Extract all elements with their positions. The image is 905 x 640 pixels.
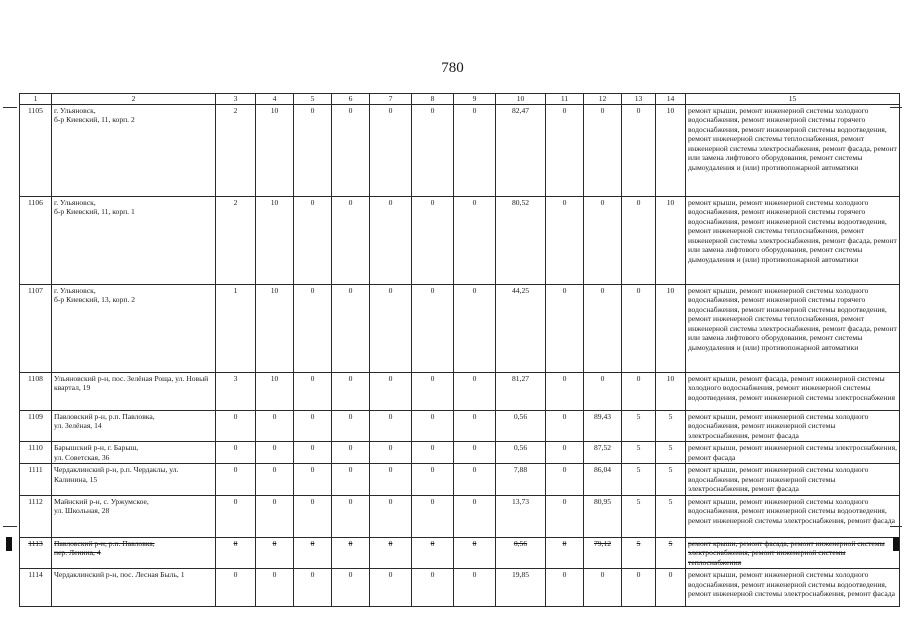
value-cell: 0 <box>370 104 412 196</box>
value-cell: 0,56 <box>496 442 546 464</box>
value-cell: 0 <box>370 569 412 607</box>
value-cell: 0 <box>256 495 294 537</box>
works-cell: ремонт крыши, ремонт инженерной системы холодного водоснабжения, ремонт инженерной системы горячего водоснабжения, ремонт инженерной системы водоотведения, ремонт инженерной системы теплоснабжения, ремонт инженерной системы электроснабжения, ремонт фасада, ремонт или замена лифтового оборудования, ремонт системы дымоудаления и (или) противопожарной автоматики <box>686 196 900 284</box>
value-cell: 19,85 <box>496 569 546 607</box>
header-cell: 10 <box>496 94 546 105</box>
scan-tick-right <box>890 107 902 108</box>
address-cell: г. Ульяновск, б-р Киевский, 11, корп. 1 <box>52 196 216 284</box>
table-row <box>20 442 900 464</box>
value-cell: 0 <box>294 569 332 607</box>
value-cell: 0 <box>412 372 454 410</box>
address-cell: Чердаклинский р-н, р.п. Чердаклы, ул. Калинина, 15 <box>52 464 216 496</box>
value-cell: 0 <box>412 537 454 569</box>
header-cell: 13 <box>622 94 656 105</box>
scan-tick-left <box>3 526 17 527</box>
value-cell: 5 <box>656 442 686 464</box>
value-cell: 0 <box>332 196 370 284</box>
value-cell: 2 <box>216 104 256 196</box>
value-cell: 10 <box>256 196 294 284</box>
works-cell: ремонт крыши, ремонт инженерной системы холодного водоснабжения, ремонт инженерной системы водоотведения, ремонт инженерной системы электроснабжения, ремонт фасада <box>686 569 900 607</box>
address-cell: Майнский р-н, с. Уржумское, ул. Школьная, 28 <box>52 495 216 537</box>
scan-tick-left <box>3 107 17 108</box>
value-cell: 1 <box>216 284 256 372</box>
table-row <box>20 495 900 537</box>
value-cell: 13,73 <box>496 495 546 537</box>
row-number-cell: 1112 <box>20 495 52 537</box>
value-cell: 5 <box>622 410 656 442</box>
value-cell: 0 <box>332 442 370 464</box>
row-number-cell: 1114 <box>20 569 52 607</box>
value-cell: 0 <box>622 569 656 607</box>
value-cell: 5 <box>656 410 686 442</box>
value-cell: 0 <box>546 495 584 537</box>
works-cell: ремонт крыши, ремонт инженерной системы холодного водоснабжения, ремонт инженерной системы горячего водоснабжения, ремонт инженерной системы водоотведения, ремонт инженерной системы теплоснабжения, ремонт инженерной системы электроснабжения, ремонт фасада, ремонт или замена лифтового оборудования, ремонт системы дымоудаления и (или) противопожарной автоматики <box>686 284 900 372</box>
row-number-cell: 1108 <box>20 372 52 410</box>
header-cell: 1 <box>20 94 52 105</box>
works-cell: ремонт крыши, ремонт инженерной системы холодного водоснабжения, ремонт инженерной системы электроснабжения, ремонт фасада <box>686 464 900 496</box>
page-number: 780 <box>441 60 464 76</box>
scan-mark-left <box>6 537 12 551</box>
value-cell: 10 <box>656 196 686 284</box>
value-cell: 5 <box>622 464 656 496</box>
value-cell: 0 <box>256 442 294 464</box>
value-cell: 80,52 <box>496 196 546 284</box>
value-cell: 0 <box>412 284 454 372</box>
value-cell: 0 <box>332 104 370 196</box>
value-cell: 0 <box>256 537 294 569</box>
value-cell: 0 <box>622 372 656 410</box>
value-cell: 0 <box>332 372 370 410</box>
column-number-header <box>20 94 900 105</box>
works-cell: ремонт крыши, ремонт фасада, ремонт инженерной системы электроснабжения, ремонт инженерной системы теплоснабжения <box>686 537 900 569</box>
header-cell: 3 <box>216 94 256 105</box>
value-cell: 0 <box>216 410 256 442</box>
value-cell: 0 <box>370 442 412 464</box>
value-cell: 0 <box>584 569 622 607</box>
table-row <box>20 196 900 284</box>
value-cell: 0 <box>216 464 256 496</box>
address-cell: Павловский р-н, р.п. Павловка, пер. Ленина, 4 <box>52 537 216 569</box>
value-cell: 0 <box>622 196 656 284</box>
address-cell: Чердаклинский р-н, пос. Лесная Быль, 1 <box>52 569 216 607</box>
works-cell: ремонт крыши, ремонт инженерной системы холодного водоснабжения, ремонт инженерной системы электроснабжения, ремонт фасада <box>686 410 900 442</box>
value-cell: 0 <box>454 372 496 410</box>
value-cell: 0 <box>294 442 332 464</box>
header-cell: 12 <box>584 94 622 105</box>
address-cell: Барышский р-н, г. Барыш, ул. Советская, 36 <box>52 442 216 464</box>
value-cell: 0 <box>454 537 496 569</box>
value-cell: 0 <box>294 284 332 372</box>
value-cell: 0 <box>412 410 454 442</box>
value-cell: 0 <box>546 284 584 372</box>
row-number-cell: 1111 <box>20 464 52 496</box>
value-cell: 0 <box>370 284 412 372</box>
value-cell: 86,04 <box>584 464 622 496</box>
header-cell: 6 <box>332 94 370 105</box>
address-cell: г. Ульяновск, б-р Киевский, 13, корп. 2 <box>52 284 216 372</box>
value-cell: 5 <box>656 464 686 496</box>
value-cell: 0 <box>216 495 256 537</box>
value-cell: 0 <box>546 442 584 464</box>
value-cell: 5 <box>622 442 656 464</box>
header-cell: 11 <box>546 94 584 105</box>
value-cell: 82,47 <box>496 104 546 196</box>
value-cell: 7,88 <box>496 464 546 496</box>
value-cell: 10 <box>656 372 686 410</box>
table-row <box>20 104 900 196</box>
value-cell: 0 <box>294 104 332 196</box>
value-cell: 0 <box>294 464 332 496</box>
scan-mark-right <box>893 537 899 551</box>
value-cell: 10 <box>656 104 686 196</box>
value-cell: 0 <box>332 495 370 537</box>
value-cell: 2 <box>216 196 256 284</box>
value-cell: 87,52 <box>584 442 622 464</box>
value-cell: 44,25 <box>496 284 546 372</box>
scan-tick-right <box>890 526 902 527</box>
value-cell: 0 <box>370 464 412 496</box>
value-cell: 0 <box>584 196 622 284</box>
value-cell: 0 <box>454 495 496 537</box>
value-cell: 5 <box>656 495 686 537</box>
value-cell: 0 <box>370 196 412 284</box>
value-cell: 0 <box>216 569 256 607</box>
header-cell: 2 <box>52 94 216 105</box>
value-cell: 89,43 <box>584 410 622 442</box>
value-cell: 10 <box>256 104 294 196</box>
value-cell: 10 <box>256 284 294 372</box>
works-cell: ремонт крыши, ремонт инженерной системы холодного водоснабжения, ремонт инженерной системы водоотведения, ремонт инженерной системы электроснабжения, ремонт фасада <box>686 495 900 537</box>
value-cell: 0 <box>370 410 412 442</box>
row-number-cell: 1105 <box>20 104 52 196</box>
value-cell: 79,12 <box>584 537 622 569</box>
value-cell: 0 <box>412 495 454 537</box>
value-cell: 0 <box>454 569 496 607</box>
row-number-cell: 1110 <box>20 442 52 464</box>
value-cell: 0 <box>332 569 370 607</box>
table-row <box>20 569 900 607</box>
value-cell: 0 <box>256 569 294 607</box>
value-cell: 0 <box>294 410 332 442</box>
header-cell: 5 <box>294 94 332 105</box>
value-cell: 0 <box>546 104 584 196</box>
value-cell: 0 <box>370 537 412 569</box>
value-cell: 0 <box>332 410 370 442</box>
value-cell: 0 <box>454 442 496 464</box>
value-cell: 10 <box>656 284 686 372</box>
value-cell: 0 <box>332 464 370 496</box>
value-cell: 0 <box>412 196 454 284</box>
works-cell: ремонт крыши, ремонт инженерной системы холодного водоснабжения, ремонт инженерной системы горячего водоснабжения, ремонт инженерной системы водоотведения, ремонт инженерной системы теплоснабжения, ремонт инженерной системы электроснабжения, ремонт фасада, ремонт или замена лифтового оборудования, ремонт системы дымоудаления и (или) противопожарной автоматики <box>686 104 900 196</box>
address-cell: Павловский р-н, р.п. Павловка, ул. Зелёная, 14 <box>52 410 216 442</box>
header-cell: 15 <box>686 94 900 105</box>
value-cell: 0 <box>216 537 256 569</box>
value-cell: 0 <box>546 372 584 410</box>
value-cell: 0 <box>412 442 454 464</box>
value-cell: 0 <box>454 410 496 442</box>
header-cell: 8 <box>412 94 454 105</box>
value-cell: 0 <box>546 464 584 496</box>
table-row <box>20 537 900 569</box>
value-cell: 5 <box>622 537 656 569</box>
value-cell: 0 <box>546 196 584 284</box>
value-cell: 0,56 <box>496 537 546 569</box>
value-cell: 0 <box>454 464 496 496</box>
value-cell: 0 <box>412 104 454 196</box>
header-cell: 7 <box>370 94 412 105</box>
value-cell: 0 <box>546 537 584 569</box>
works-cell: ремонт крыши, ремонт инженерной системы электроснабжения, ремонт фасада <box>686 442 900 464</box>
value-cell: 0 <box>546 410 584 442</box>
table-row <box>20 464 900 496</box>
value-cell: 10 <box>256 372 294 410</box>
value-cell: 0 <box>454 196 496 284</box>
table-row <box>20 372 900 410</box>
value-cell: 0 <box>412 569 454 607</box>
register-table <box>19 93 900 607</box>
value-cell: 3 <box>216 372 256 410</box>
header-cell: 9 <box>454 94 496 105</box>
value-cell: 0 <box>216 442 256 464</box>
value-cell: 0 <box>294 495 332 537</box>
value-cell: 0,56 <box>496 410 546 442</box>
header-cell: 4 <box>256 94 294 105</box>
row-number-cell: 1109 <box>20 410 52 442</box>
value-cell: 0 <box>454 284 496 372</box>
value-cell: 0 <box>332 284 370 372</box>
address-cell: Ульяновский р-н, пос. Зелёная Роща, ул. Новый квартал, 19 <box>52 372 216 410</box>
value-cell: 0 <box>294 196 332 284</box>
row-number-cell: 1113 <box>20 537 52 569</box>
address-cell: г. Ульяновск, б-р Киевский, 11, корп. 2 <box>52 104 216 196</box>
works-cell: ремонт крыши, ремонт фасада, ремонт инженерной системы холодного водоснабжения, ремонт инженерной системы водоотведения, ремонт инженерной системы электроснабжения <box>686 372 900 410</box>
value-cell: 0 <box>656 569 686 607</box>
value-cell: 0 <box>370 495 412 537</box>
value-cell: 0 <box>546 569 584 607</box>
value-cell: 0 <box>256 464 294 496</box>
table-row <box>20 284 900 372</box>
row-number-cell: 1106 <box>20 196 52 284</box>
value-cell: 5 <box>622 495 656 537</box>
header-cell: 14 <box>656 94 686 105</box>
value-cell: 0 <box>584 284 622 372</box>
value-cell: 0 <box>332 537 370 569</box>
value-cell: 0 <box>584 104 622 196</box>
value-cell: 0 <box>256 410 294 442</box>
value-cell: 0 <box>412 464 454 496</box>
value-cell: 0 <box>370 372 412 410</box>
value-cell: 0 <box>294 537 332 569</box>
value-cell: 80,95 <box>584 495 622 537</box>
value-cell: 0 <box>622 284 656 372</box>
value-cell: 81,27 <box>496 372 546 410</box>
value-cell: 0 <box>454 104 496 196</box>
value-cell: 0 <box>622 104 656 196</box>
value-cell: 5 <box>656 537 686 569</box>
table-row <box>20 410 900 442</box>
row-number-cell: 1107 <box>20 284 52 372</box>
value-cell: 0 <box>584 372 622 410</box>
value-cell: 0 <box>294 372 332 410</box>
